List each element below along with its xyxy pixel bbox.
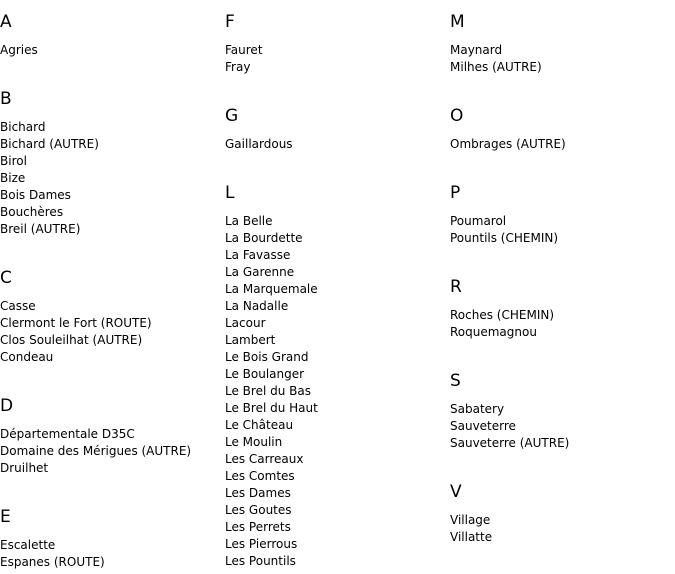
place-link[interactable]: Bichard (AUTRE) (0, 137, 99, 151)
list-item (450, 324, 675, 341)
letter-heading: E (0, 507, 11, 527)
letter-heading: O (450, 106, 464, 126)
index-column-2 (225, 0, 450, 570)
place-link[interactable]: Bois Dames (0, 188, 71, 202)
place-link[interactable]: Ombrages (AUTRE) (450, 137, 566, 151)
letter-group-c (0, 267, 225, 384)
place-link[interactable]: Roquemagnou (450, 325, 537, 339)
group-spacer (0, 238, 225, 256)
place-list (450, 401, 675, 452)
place-link[interactable]: La Belle (225, 214, 273, 228)
list-item (225, 536, 450, 553)
list-item (0, 170, 225, 187)
list-item (0, 443, 225, 460)
list-item (0, 349, 225, 366)
place-link[interactable]: Les Comtes (225, 469, 295, 483)
list-item (225, 315, 450, 332)
list-item (225, 213, 450, 230)
place-link[interactable]: La Marquemale (225, 282, 318, 296)
place-link[interactable]: Bichard (0, 120, 46, 134)
letter-group-r (450, 276, 675, 359)
place-link[interactable]: Les Goutes (225, 503, 292, 517)
letter-heading: S (450, 371, 461, 391)
letter-heading: L (225, 183, 235, 203)
place-link[interactable]: Lacour (225, 316, 266, 330)
letter-heading: B (0, 89, 12, 109)
place-link[interactable]: Village (450, 513, 491, 527)
place-link[interactable]: Les Carreaux (225, 452, 304, 466)
group-spacer (225, 76, 450, 94)
list-item (0, 153, 225, 170)
letter-group-v (450, 481, 675, 546)
place-list (0, 426, 225, 477)
list-item (225, 400, 450, 417)
list-item (225, 59, 450, 76)
place-link[interactable]: Les Pierrous (225, 537, 298, 551)
place-link[interactable]: Les Dames (225, 486, 291, 500)
place-link[interactable]: Lambert (225, 333, 276, 347)
place-link[interactable]: Le Boulanger (225, 367, 305, 381)
list-item (0, 554, 225, 571)
place-link[interactable]: Le Château (225, 418, 294, 432)
list-item (450, 230, 675, 247)
list-item (0, 332, 225, 349)
place-link[interactable]: La Nadalle (225, 299, 289, 313)
list-item (0, 119, 225, 136)
place-link[interactable]: Pountils (CHEMIN) (450, 231, 559, 245)
group-spacer (450, 76, 675, 94)
list-item (0, 136, 225, 153)
letter-group-d (0, 395, 225, 495)
list-item (0, 221, 225, 238)
letter-group-g (225, 105, 450, 171)
letter-heading: M (450, 12, 465, 32)
list-item (225, 519, 450, 536)
place-link[interactable]: Poumarol (450, 214, 507, 228)
place-link[interactable]: Le Brel du Haut (225, 401, 318, 415)
letter-heading: C (0, 268, 12, 288)
place-link[interactable]: Départementale D35C (0, 427, 135, 441)
place-list (450, 307, 675, 341)
list-item (450, 136, 675, 153)
place-link[interactable]: Les Perrets (225, 520, 291, 534)
place-link[interactable]: Le Brel du Bas (225, 384, 311, 398)
list-item (0, 460, 225, 477)
letter-heading: F (225, 12, 235, 32)
place-link[interactable]: Sabatery (450, 402, 505, 416)
letter-group-l (225, 182, 450, 570)
place-link[interactable]: Gaillardous (225, 137, 293, 151)
list-item (225, 468, 450, 485)
place-list (0, 119, 225, 238)
group-spacer (450, 247, 675, 265)
letter-heading: D (0, 396, 14, 416)
place-link[interactable]: Druilhet (0, 461, 49, 475)
place-link[interactable]: Fray (225, 60, 251, 74)
place-link[interactable]: Sauveterre (AUTRE) (450, 436, 570, 450)
list-item (0, 315, 225, 332)
letter-group-f (225, 11, 450, 94)
group-spacer (0, 366, 225, 384)
list-item (225, 247, 450, 264)
place-list (225, 213, 450, 570)
letter-heading: G (225, 106, 239, 126)
letter-group-p (450, 182, 675, 265)
place-list (450, 42, 675, 76)
letter-group-m (450, 11, 675, 94)
list-item (225, 281, 450, 298)
list-item (450, 307, 675, 324)
place-list (450, 136, 675, 153)
list-item (225, 383, 450, 400)
letter-group-a (0, 11, 225, 77)
place-link[interactable]: Clermont le Fort (ROUTE) (0, 316, 152, 330)
letter-heading: V (450, 482, 462, 502)
place-list (450, 512, 675, 546)
place-link[interactable]: Bouchères (0, 205, 64, 219)
list-item (450, 418, 675, 435)
list-item (0, 204, 225, 221)
list-item (0, 426, 225, 443)
letter-group-o (450, 105, 675, 171)
list-item (225, 42, 450, 59)
place-link[interactable]: Domaine des Mérigues (AUTRE) (0, 444, 192, 458)
list-item (0, 298, 225, 315)
group-spacer (0, 59, 225, 77)
list-item (225, 366, 450, 383)
place-link[interactable]: La Bourdette (225, 231, 303, 245)
list-item (225, 417, 450, 434)
list-item (0, 187, 225, 204)
list-item (450, 59, 675, 76)
place-link[interactable]: Agries (0, 43, 38, 57)
place-link[interactable]: Les Pountils (225, 554, 296, 568)
place-list (225, 42, 450, 76)
place-list (0, 42, 225, 59)
list-item (450, 401, 675, 418)
list-item (225, 451, 450, 468)
place-link[interactable]: Breil (AUTRE) (0, 222, 81, 236)
list-item (225, 230, 450, 247)
place-link[interactable]: Clos Souleilhat (AUTRE) (0, 333, 143, 347)
list-item (225, 485, 450, 502)
place-link[interactable]: Le Bois Grand (225, 350, 309, 364)
place-list (225, 136, 450, 153)
place-link[interactable]: Bize (0, 171, 26, 185)
place-link[interactable]: Fauret (225, 43, 263, 57)
place-link[interactable]: Maynard (450, 43, 503, 57)
place-link[interactable]: Casse (0, 299, 36, 313)
group-spacer (450, 341, 675, 359)
place-list (0, 537, 225, 571)
list-item (450, 529, 675, 546)
list-item (0, 42, 225, 59)
list-item (225, 332, 450, 349)
letter-group-e (0, 506, 225, 571)
list-item (450, 435, 675, 452)
list-item (450, 512, 675, 529)
place-list (0, 298, 225, 366)
place-link[interactable]: Le Moulin (225, 435, 283, 449)
place-link[interactable]: Condeau (0, 350, 54, 364)
place-link[interactable]: Villatte (450, 530, 493, 544)
place-link[interactable]: La Favasse (225, 248, 291, 262)
list-item (225, 264, 450, 281)
list-item (0, 537, 225, 554)
group-spacer (225, 153, 450, 171)
letter-heading: R (450, 277, 462, 297)
list-item (450, 42, 675, 59)
place-list (450, 213, 675, 247)
index-column-3 (450, 0, 675, 546)
list-item (225, 136, 450, 153)
group-spacer (450, 452, 675, 470)
place-link[interactable]: Birol (0, 154, 27, 168)
place-link[interactable]: Escalette (0, 538, 56, 552)
list-item (450, 213, 675, 230)
letter-heading: A (0, 12, 12, 32)
letter-group-s (450, 370, 675, 470)
list-item (225, 434, 450, 451)
letter-heading: P (450, 183, 461, 203)
letter-group-b (0, 88, 225, 256)
group-spacer (0, 477, 225, 495)
list-item (225, 349, 450, 366)
place-link[interactable]: Roches (CHEMIN) (450, 308, 555, 322)
place-link[interactable]: Espanes (ROUTE) (0, 555, 105, 569)
list-item (225, 502, 450, 519)
list-item (225, 553, 450, 570)
place-link[interactable]: Milhes (AUTRE) (450, 60, 542, 74)
place-link[interactable]: Sauveterre (450, 419, 516, 433)
list-item (225, 298, 450, 315)
group-spacer (450, 153, 675, 171)
place-link[interactable]: La Garenne (225, 265, 295, 279)
index-column-1 (0, 0, 225, 571)
